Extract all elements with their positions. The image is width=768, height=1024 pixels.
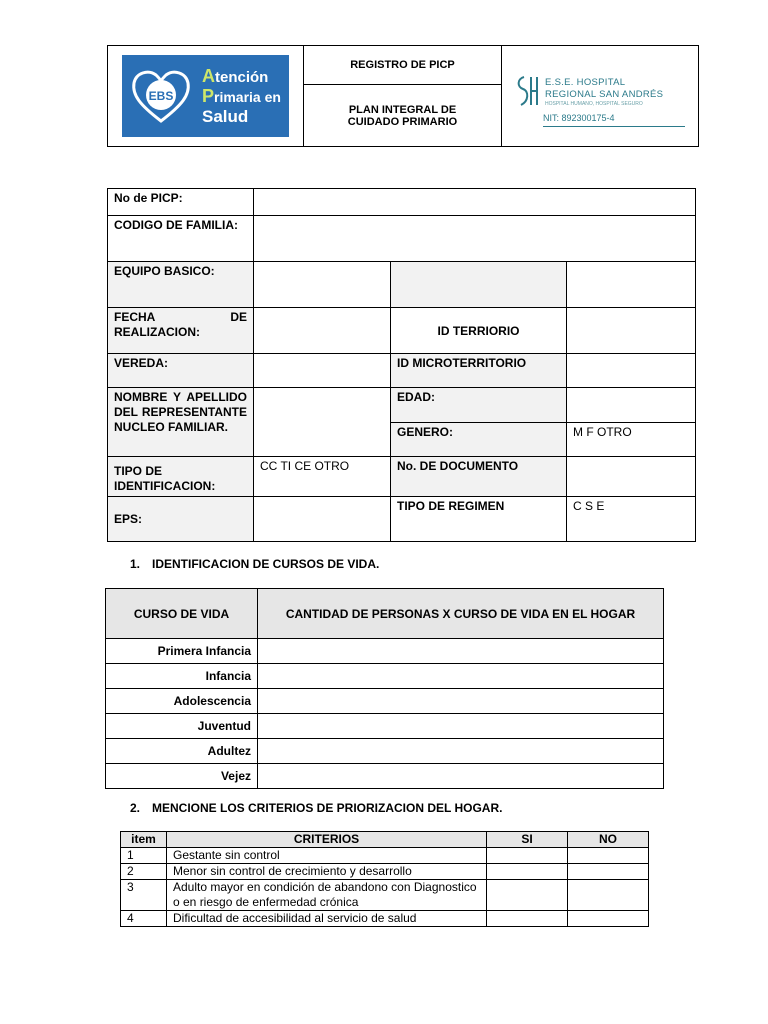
label-fecha-c: REALIZACION: (114, 325, 200, 339)
curso-cantidad-field[interactable] (258, 764, 664, 789)
crit-si-field[interactable] (487, 911, 568, 927)
crit-item: 2 (121, 864, 167, 880)
section-1-title: IDENTIFICACION DE CURSOS DE VIDA. (152, 557, 380, 571)
field-nombre-representante[interactable] (254, 388, 391, 457)
hospital-logo (515, 61, 685, 131)
label-nombre-l2: DEL REPRESENTANTE (114, 405, 247, 419)
table-row (121, 911, 649, 927)
field-equipo-basico-3[interactable] (567, 262, 696, 308)
criterios-table (120, 831, 649, 927)
logo-line2: rimaria en (214, 89, 281, 105)
curso-label: Primera Infancia (106, 639, 258, 664)
table-row (121, 848, 649, 864)
field-tipo-regimen[interactable]: C S E (567, 497, 696, 542)
curso-cantidad-field[interactable] (258, 664, 664, 689)
field-no-picp[interactable] (254, 189, 696, 216)
section-2-title: MENCIONE LOS CRITERIOS DE PRIORIZACION DEL HOGAR. (152, 801, 503, 815)
label-eps: EPS: (108, 497, 254, 542)
curso-cantidad-field[interactable] (258, 689, 664, 714)
field-equipo-basico-2[interactable] (391, 262, 567, 308)
hospital-nit: NIT: 892300175-4 (543, 113, 615, 123)
field-id-microterritorio[interactable] (567, 354, 696, 388)
field-eps[interactable] (254, 497, 391, 542)
aps-logo-text (202, 67, 281, 126)
crit-text: Adulto mayor en condición de abandono con Diagnostico o en riesgo de enfermedad crónica (167, 880, 487, 911)
crit-item: 4 (121, 911, 167, 927)
label-tipo-regimen: TIPO DE REGIMEN (391, 497, 567, 542)
crit-item: 3 (121, 880, 167, 911)
logo-line1: tención (215, 69, 269, 86)
logo-initial-p: P (202, 86, 215, 106)
curso-label: Juventud (106, 714, 258, 739)
heart-logo-icon (130, 65, 192, 127)
label-id-microterritorio: ID MICROTERRITORIO (391, 354, 567, 388)
label-equipo-basico: EQUIPO BASICO: (108, 262, 254, 308)
hospital-underline (543, 126, 685, 127)
curso-label: Infancia (106, 664, 258, 689)
field-vereda[interactable] (254, 354, 391, 388)
crit-header-criterios: CRITERIOS (167, 832, 487, 848)
title-registro: REGISTRO DE PICP (304, 46, 502, 85)
field-no-documento[interactable] (567, 457, 696, 497)
label-id-territorio: ID TERRIORIO (391, 308, 567, 354)
crit-no-field[interactable] (568, 880, 649, 911)
label-codigo-familia: CODIGO DE FAMILIA: (108, 216, 254, 262)
crit-si-field[interactable] (487, 848, 568, 864)
label-fecha-b: DE (230, 310, 247, 324)
crit-no-field[interactable] (568, 848, 649, 864)
field-id-territorio[interactable] (567, 308, 696, 354)
cursos-header-cantidad: CANTIDAD DE PERSONAS X CURSO DE VIDA EN EL HOGAR (258, 589, 664, 639)
label-edad: EDAD: (391, 388, 567, 423)
label-nombre-representante (108, 388, 254, 457)
crit-header-si: SI (487, 832, 568, 848)
label-no-documento: No. DE DOCUMENTO (391, 457, 567, 497)
logo-line3: Salud (202, 107, 249, 126)
label-no-picp: No de PICP: (108, 189, 254, 216)
label-vereda: VEREDA: (108, 354, 254, 388)
crit-text: Menor sin control de crecimiento y desarrollo (167, 864, 487, 880)
label-genero: GENERO: (391, 423, 567, 457)
curso-cantidad-field[interactable] (258, 639, 664, 664)
field-genero[interactable]: M F OTRO (567, 423, 696, 457)
field-tipo-identificacion[interactable]: CC TI CE OTRO (254, 457, 391, 497)
label-nombre-l3: NUCLEO FAMILIAR. (114, 420, 228, 434)
crit-no-field[interactable] (568, 911, 649, 927)
crit-text: Dificultad de accesibilidad al servicio de salud (167, 911, 487, 927)
curso-cantidad-field[interactable] (258, 714, 664, 739)
curso-label: Adultez (106, 739, 258, 764)
crit-si-field[interactable] (487, 864, 568, 880)
field-codigo-familia[interactable] (254, 216, 696, 262)
hospital-name-line2: REGIONAL SAN ANDRÉS (545, 89, 664, 100)
field-edad[interactable] (567, 388, 696, 423)
curso-cantidad-field[interactable] (258, 739, 664, 764)
section-1-heading (130, 557, 379, 571)
crit-header-no: NO (568, 832, 649, 848)
cursos-header-curso: CURSO DE VIDA (106, 589, 258, 639)
section-2-number: 2. (130, 801, 141, 815)
curso-label: Adolescencia (106, 689, 258, 714)
section-1-number: 1. (130, 557, 141, 571)
logo-initial-a: A (202, 66, 215, 86)
title-plan-integral: PLAN INTEGRAL DE CUIDADO PRIMARIO (304, 85, 502, 147)
document-header (107, 45, 699, 147)
hospital-monogram-icon (515, 73, 541, 109)
ebs-badge-text: EBS (148, 89, 174, 103)
aps-logo-cell (108, 46, 304, 147)
aps-logo (122, 55, 289, 137)
crit-item: 1 (121, 848, 167, 864)
curso-label: Vejez (106, 764, 258, 789)
label-nombre-l1: NOMBRE Y APELLIDO (114, 390, 247, 404)
hospital-tagline: HOSPITAL HUMANO, HOSPITAL SEGURO (545, 101, 643, 107)
label-tipo-identificacion: TIPO DE IDENTIFICACION: (108, 457, 254, 497)
hospital-logo-cell (502, 46, 699, 147)
table-row (121, 864, 649, 880)
crit-header-item: item (121, 832, 167, 848)
crit-no-field[interactable] (568, 864, 649, 880)
section-2-heading (130, 801, 502, 815)
cursos-de-vida-table (105, 588, 664, 789)
crit-text: Gestante sin control (167, 848, 487, 864)
family-form-table (107, 188, 696, 542)
table-row (121, 880, 649, 911)
hospital-name-line1: E.S.E. HOSPITAL (545, 77, 626, 88)
crit-si-field[interactable] (487, 880, 568, 911)
label-fecha-realizacion (108, 308, 254, 354)
field-fecha-realizacion[interactable] (254, 308, 391, 354)
label-fecha-a: FECHA (114, 310, 156, 324)
field-equipo-basico-1[interactable] (254, 262, 391, 308)
